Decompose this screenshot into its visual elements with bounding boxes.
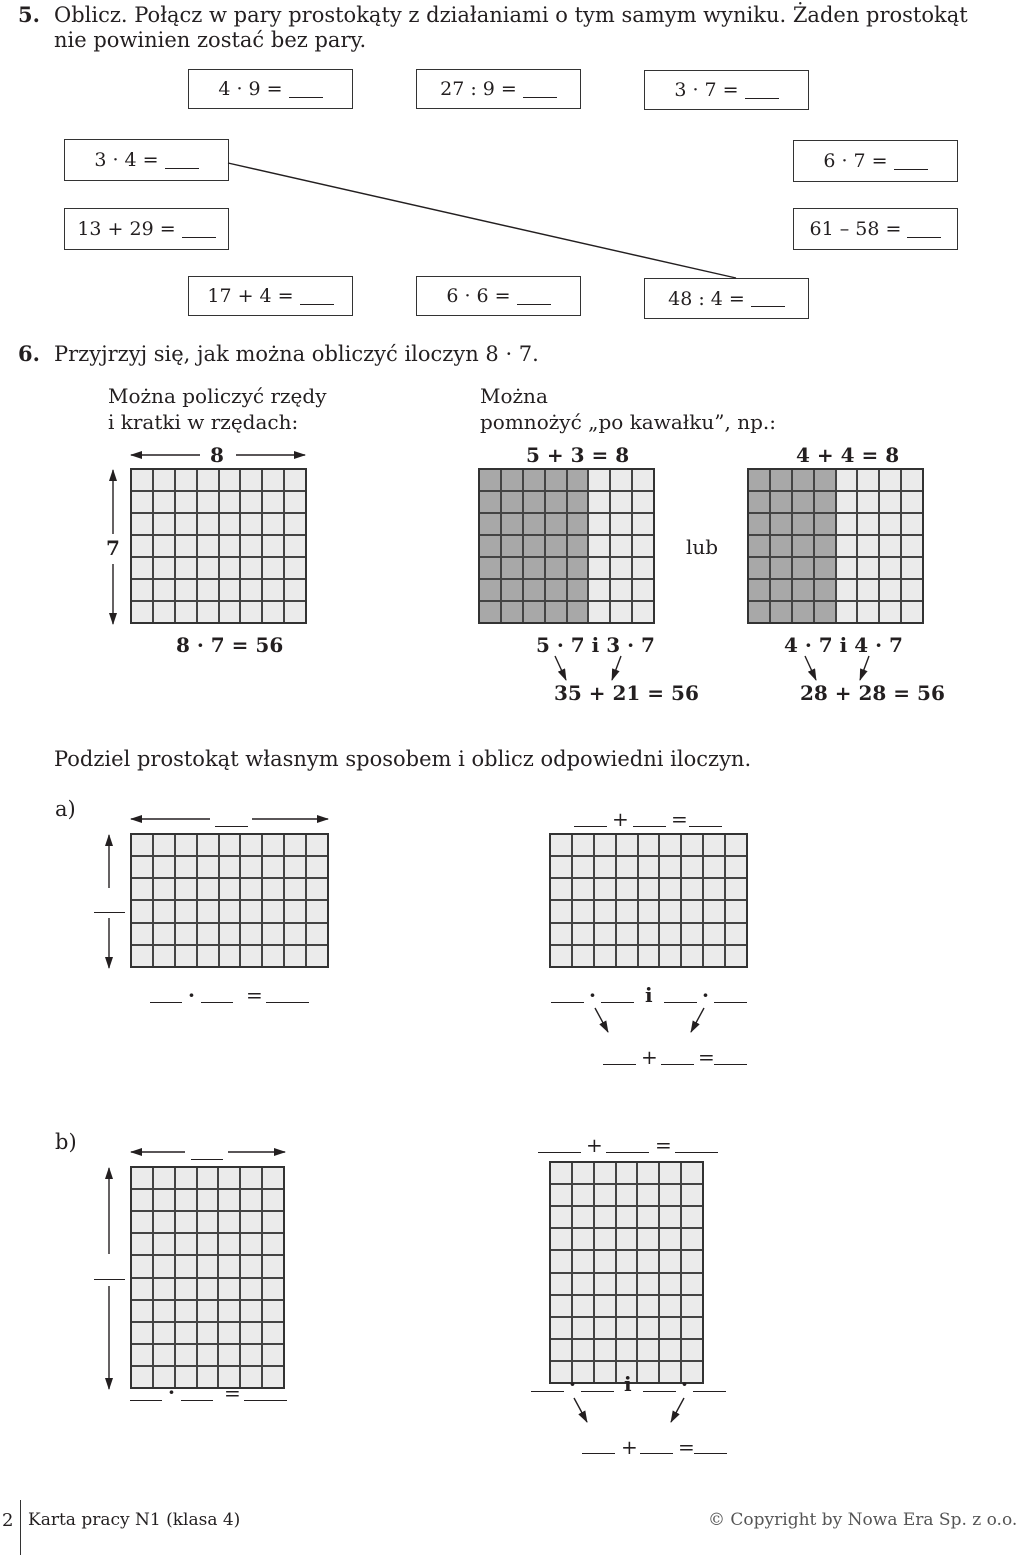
- equation-text: 3 · 4 =: [94, 149, 159, 171]
- dot-sign: ·: [188, 983, 195, 1007]
- plus-sign: +: [612, 807, 629, 831]
- equals-sign: =: [671, 807, 688, 831]
- page-number: 2: [2, 1510, 14, 1531]
- and-sign: i: [645, 983, 653, 1007]
- right-caption: Można: [480, 384, 548, 408]
- result-label-2: 28 + 28 = 56: [800, 681, 945, 705]
- equation-text: 6 · 6 =: [446, 285, 511, 307]
- product-label: 8 · 7 = 56: [176, 633, 284, 657]
- right-caption: pomnożyć „po kawałku”, np.:: [480, 410, 776, 434]
- equals-sign: =: [655, 1133, 672, 1157]
- footer-title: Karta pracy N1 (klasa 4): [28, 1510, 241, 1530]
- arrow-split: [805, 656, 816, 680]
- plus-sign: +: [621, 1435, 638, 1459]
- equation-text: 4 · 9 =: [218, 78, 283, 100]
- sum-label-1: 5 + 3 = 8: [526, 443, 630, 467]
- arrow-split: [691, 1008, 704, 1032]
- equation-text: 61 – 58 =: [809, 218, 902, 240]
- dot-sign: ·: [168, 1380, 175, 1404]
- plus-sign: +: [586, 1133, 603, 1157]
- task-5-number: 5.: [18, 2, 40, 27]
- equals-sign: =: [698, 1045, 715, 1069]
- task-5-instruction-line2: nie powinien zostać bez pary.: [54, 28, 367, 52]
- left-caption: i kratki w rzędach:: [108, 410, 299, 434]
- lub-label: lub: [686, 535, 719, 559]
- and-sign: i: [624, 1372, 632, 1396]
- equation-text: 27 : 9 =: [440, 78, 517, 100]
- equation-text: 3 · 7 =: [674, 79, 739, 101]
- part-b-label: b): [55, 1130, 77, 1154]
- equals-sign: =: [246, 983, 263, 1007]
- dot-sign: ·: [589, 983, 596, 1007]
- equation-text: 17 + 4 =: [207, 285, 294, 307]
- pair-connection-line: [228, 163, 736, 278]
- dot-sign: ·: [702, 983, 709, 1007]
- dot-sign: ·: [569, 1372, 576, 1396]
- equation-text: 13 + 29 =: [77, 218, 176, 240]
- equals-sign: =: [224, 1381, 241, 1405]
- task-6-title: Przyjrzyj się, jak można obliczyć iloczyn 8 · 7.: [54, 342, 539, 366]
- copyright: © Copyright by Nowa Era Sp. z o.o.: [708, 1510, 1017, 1530]
- plus-sign: +: [641, 1045, 658, 1069]
- arrow-split: [555, 656, 566, 680]
- arrow-split: [612, 656, 621, 680]
- rows-label: 7: [106, 536, 120, 560]
- columns-label: 8: [210, 443, 224, 467]
- equals-sign: =: [678, 1435, 695, 1459]
- sum-label-2: 4 + 4 = 8: [796, 443, 900, 467]
- footer-divider: [20, 1500, 21, 1555]
- left-caption: Można policzyć rzędy: [108, 384, 327, 408]
- arrow-split: [574, 1398, 587, 1422]
- equation-text: 48 : 4 =: [668, 287, 745, 310]
- split-label-1: 5 · 7 i 3 · 7: [536, 633, 655, 657]
- task-6-number: 6.: [18, 341, 40, 366]
- result-label-1: 35 + 21 = 56: [554, 681, 699, 705]
- equation-text: 6 · 7 =: [823, 150, 888, 172]
- arrow-split: [860, 656, 869, 680]
- arrow-split: [671, 1398, 684, 1422]
- part-a-label: a): [55, 797, 76, 821]
- task-6-instruction: Podziel prostokąt własnym sposobem i oblicz odpowiedni iloczyn.: [54, 747, 752, 771]
- task-5-instruction-line1: Oblicz. Połącz w pary prostokąty z działaniami o tym samym wyniku. Żaden prostokąt: [54, 3, 968, 27]
- arrow-split: [595, 1008, 608, 1032]
- dot-sign: ·: [681, 1372, 688, 1396]
- split-label-2: 4 · 7 i 4 · 7: [784, 633, 903, 657]
